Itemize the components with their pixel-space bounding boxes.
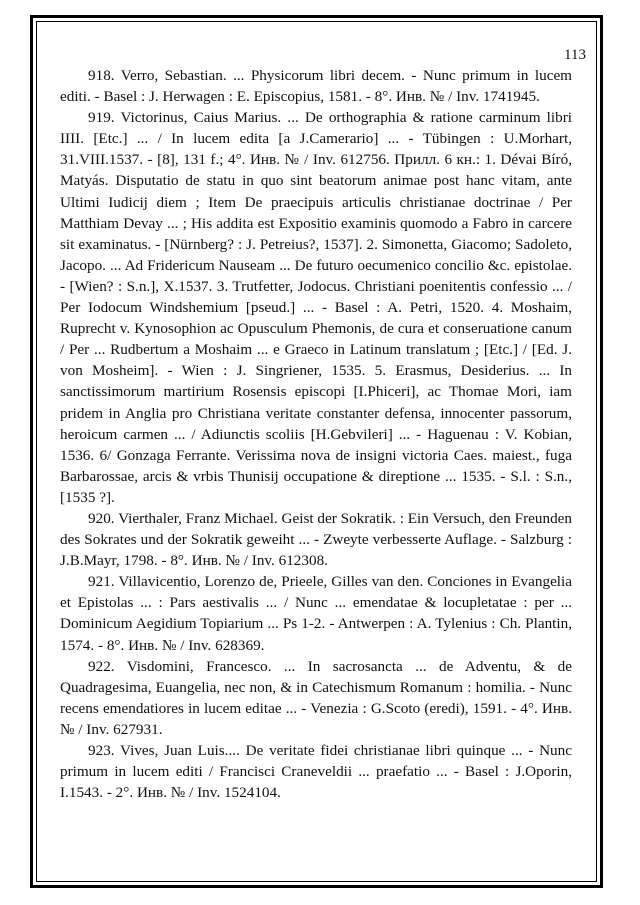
catalog-entry-922: 922. Visdomini, Francesco. ... In sacrosancta ... de Adventu, & de Quadragesima, Euangelia, nec non, & in Catechismum Romanum : homilia. - Nunc recens emendatiores in lucem editae ... - Venezia : G.Scoto (eredi), 1591. - 4°. Инв. № / Inv. 627931. — [60, 657, 572, 738]
catalog-entries — [60, 65, 572, 803]
catalog-entry-921: 921. Villavicentio, Lorenzo de, Prieele, Gilles van den. Conciones in Evangelia et Epistolas ... : Pars aestivalis ... / Nunc ... emendatae & locupletatae : per ... Dominicum Aegidium Topiarium ... Ps 1-2. - Antwerpen : A. Tylenius : Ch. Plantin, 1574. - 8°. Инв. № / Inv. 628369. — [60, 573, 572, 654]
catalog-entry-923: 923. Vives, Juan Luis.... De veritate fidei christianae libri quinque ... - Nunc primum in lucem editi / Francisci Craneveldii ... praefatio ... - Basel : J.Oporin, I.1543. - 2°. Инв. № / Inv. 1524104. — [60, 742, 572, 802]
catalog-entry-918: 918. Verro, Sebastian. ... Physicorum libri decem. - Nunc primum in lucem editi. - Basel : J. Herwagen : E. Episcopius, 1581. - 8°. Инв. № / Inv. 1741945. — [60, 67, 572, 106]
page-number: 113 — [564, 47, 586, 63]
catalog-entry-920: 920. Vierthaler, Franz Michael. Geist der Sokratik. : Ein Versuch, den Freunden des Sokrates und der Sokratik geweiht ... - Zweyte verbesserte Auflage. - Salzburg : J.B.Mayr, 1798. - 8°. Инв. № / Inv. 612308. — [60, 509, 572, 570]
catalog-entry-919: 919. Victorinus, Caius Marius. ... De orthographia & ratione carminum libri IIII. [Etc.] ... / In lucem edita [a J.Camerario] ... - Tübingen : U.Morhart, 31.VIII.1537. - [8], 131 f.; 4°. Инв. № / Inv. 612756. Прилл. 6 кн.: 1. Dévai Bíró, Matyás. Disputatio de statu in quo sint beatorum animae post hanc vitam, ante Ultimi Iudicij diem ; Item De praecipuis articulis christianae doctrinae / Per Matthiam Devay ... ; His addita est Expositio examinis quomodo a Fabro in carcere sit examinatus. - [Nürnberg? : J. Petreius?, 1537]. 2. Simonetta, Giacomo; Sadoleto, Jacopo. ... Ad Fridericum Nauseam ... De futuro oecumenico concilio &c. epistolae. - [Wien? : S.n.], X.1537. 3. Trutfetter, Jodocus. Christiani poenitentis confessio ... / Per Iodocum Windshemium [pseud.] ... - Basel : A. Petri, 1520. 4. Moshaim, Ruprecht v. Kynosophion ac Opusculum Phemonis, de cura et conseruatione canum / Per ... Rudbertum a Moshaim ... e Graeco in Latinum translatum ; [Etc.] / [Ed. J. von Mosheim]. - Wien : J. Singriener, 1535. 5. Erasmus, Desiderius. ... In sanctissimorum martirium Rosensis episcopi [I.Phiceri], ac Thomae Mori, iam pridem in Anglia pro Christiana veritate constanter defensa, innocenter passorum, heroicum carmen ... / Adiunctis scoliis [H.Gebvileri] ... - Haguenau : V. Kobian, 1536. 6/ Gonzaga Ferrante. Verissima nova de insigni victoria Caes. maiest., fuga Barbarossae, arcis & vrbis Thunisij occupatione & direptione ... 1535. - S.l. : S.n., [1535 ?]. — [60, 109, 572, 506]
